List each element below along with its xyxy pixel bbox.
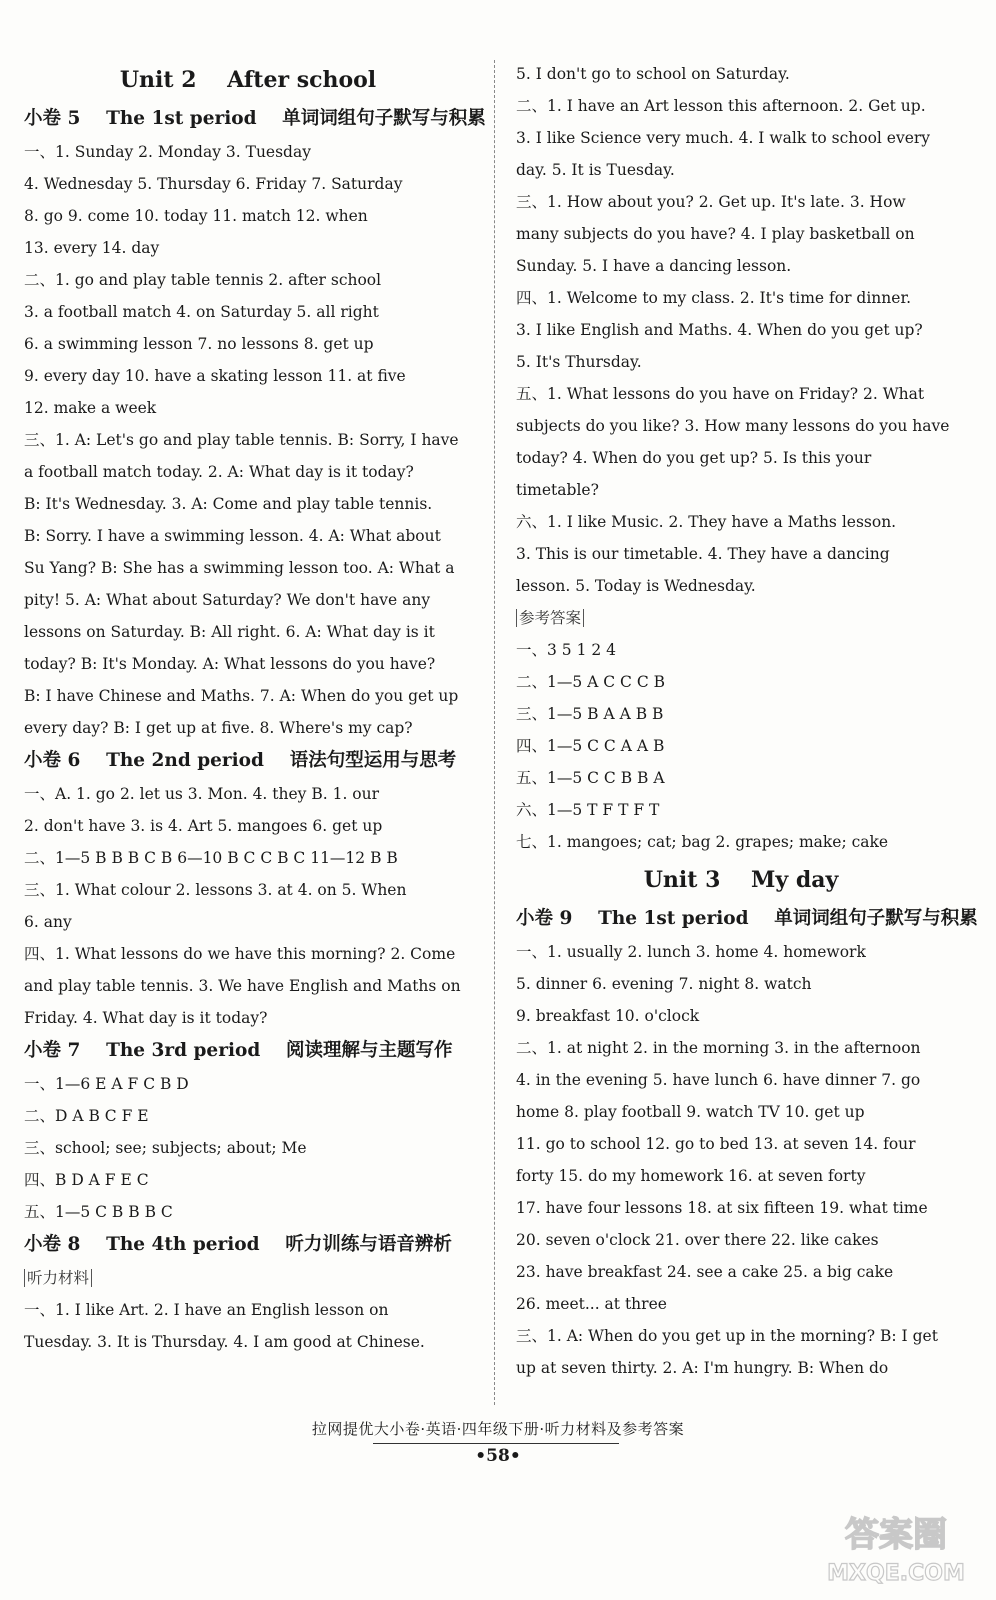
answer-line: 五、1—5 C C B B A <box>516 769 665 787</box>
text-line: 4. in the evening 5. have lunch 6. have dinner 7. go <box>516 1071 921 1089</box>
svg-text:答案圈: 答案圈 <box>845 1515 947 1555</box>
reference-answer-tag: 参考答案 <box>516 602 966 634</box>
text-line: 20. seven o'clock 21. over there 22. like cakes <box>516 1231 879 1249</box>
answer-line: 七、1. mangoes; cat; bag 2. grapes; make; cake <box>516 833 889 851</box>
left-column <box>24 58 486 1358</box>
text-line: every day? B: I get up at five. 8. Where's my cap? <box>24 719 413 737</box>
section-paper-7 <box>24 1034 472 1228</box>
column-divider <box>494 60 495 1405</box>
text-line: 三、school; see; subjects; about; Me <box>24 1139 307 1157</box>
text-line: pity! 5. A: What about Saturday? We don't have any <box>24 591 431 609</box>
text-line: 3. I like English and Maths. 4. When do you get up? <box>516 321 923 339</box>
text-line: 一、1. Sunday 2. Monday 3. Tuesday <box>24 143 311 161</box>
answer-line: 三、1—5 B A A B B <box>516 705 664 723</box>
text-line: 五、1. What lessons do you have on Friday? 2. What <box>516 385 925 403</box>
text-line: 23. have breakfast 24. see a cake 25. a big cake <box>516 1263 894 1281</box>
text-line: forty 15. do my homework 16. at seven forty <box>516 1167 866 1185</box>
watermark-logo <box>816 1508 976 1588</box>
text-line: 8. go 9. come 10. today 11. match 12. when <box>24 207 368 225</box>
text-line: 5. I don't go to school on Saturday. <box>516 65 790 83</box>
text-line: 三、1. How about you? 2. Get up. It's late. 3. How <box>516 193 906 211</box>
section-paper-5 <box>24 102 486 744</box>
text-line: today? B: It's Monday. A: What lessons do you have? <box>24 655 436 673</box>
text-line: 3. This is our timetable. 4. They have a dancing <box>516 545 890 563</box>
text-line: home 8. play football 9. watch TV 10. get up <box>516 1103 865 1121</box>
text-line: 6. a swimming lesson 7. no lessons 8. get up <box>24 335 374 353</box>
text-line: 5. dinner 6. evening 7. night 8. watch <box>516 975 812 993</box>
answer-line: 六、1—5 T F T F T <box>516 801 660 819</box>
text-line: 9. every day 10. have a skating lesson 11. at five <box>24 367 406 385</box>
text-line: timetable? <box>516 481 599 499</box>
text-line: B: I have Chinese and Maths. 7. A: When do you get up <box>24 687 459 705</box>
text-line: 9. breakfast 10. o'clock <box>516 1007 700 1025</box>
text-line: 二、1. I have an Art lesson this afternoon. 2. Get up. <box>516 97 926 115</box>
text-line: Tuesday. 3. It is Thursday. 4. I am good at Chinese. <box>24 1333 425 1351</box>
footer-rule <box>373 1443 619 1444</box>
period-heading: 小卷 5 The 1st period 单词词组句子默写与积累 <box>24 108 486 129</box>
text-line: lesson. 5. Today is Wednesday. <box>516 577 756 595</box>
text-line: 一、A. 1. go 2. let us 3. Mon. 4. they B. 1. our <box>24 785 380 803</box>
text-line: 5. It's Thursday. <box>516 353 642 371</box>
period-heading: 小卷 6 The 2nd period 语法句型运用与思考 <box>24 750 457 771</box>
text-line: 二、1. go and play table tennis 2. after school <box>24 271 382 289</box>
text-line: 4. Wednesday 5. Thursday 6. Friday 7. Saturday <box>24 175 403 193</box>
listening-material-tag: 听力材料 <box>24 1262 472 1294</box>
text-line: many subjects do you have? 4. I play basketball on <box>516 225 915 243</box>
unit-title: Unit 2 After school <box>119 67 377 93</box>
text-line: 17. have four lessons 18. at six fifteen 19. what time <box>516 1199 928 1217</box>
text-line: 26. meet... at three <box>516 1295 667 1313</box>
text-line: 二、1. at night 2. in the morning 3. in the afternoon <box>516 1039 921 1057</box>
page-number: •58• <box>475 1446 521 1466</box>
text-line: 11. go to school 12. go to bed 13. at seven 14. four <box>516 1135 916 1153</box>
right-column <box>516 58 978 1384</box>
text-line: 一、1. I like Art. 2. I have an English lesson on <box>24 1301 389 1319</box>
unit-title: Unit 3 My day <box>643 867 839 893</box>
text-line: 二、D A B C F E <box>24 1107 149 1125</box>
text-line: B: It's Wednesday. 3. A: Come and play table tennis. <box>24 495 433 513</box>
text-line: 四、1. What lessons do we have this morning? 2. Come <box>24 945 456 963</box>
answer-line: 二、1—5 A C C C B <box>516 673 666 691</box>
text-line: 3. a football match 4. on Saturday 5. all right <box>24 303 379 321</box>
section-paper-6 <box>24 744 472 1034</box>
answer-line: 四、1—5 C C A A B <box>516 737 665 755</box>
answer-line: 一、3 5 1 2 4 <box>516 641 617 659</box>
text-line: 四、1. Welcome to my class. 2. It's time for dinner. <box>516 289 912 307</box>
section-paper-8 <box>24 1228 472 1358</box>
text-line: 六、1. I like Music. 2. They have a Maths lesson. <box>516 513 897 531</box>
period-heading: 小卷 9 The 1st period 单词词组句子默写与积累 <box>516 908 978 929</box>
text-line: Friday. 4. What day is it today? <box>24 1009 268 1027</box>
text-line: today? 4. When do you get up? 5. Is this your <box>516 449 872 467</box>
text-line: 一、1. usually 2. lunch 3. home 4. homework <box>516 943 866 961</box>
text-line: Sunday. 5. I have a dancing lesson. <box>516 257 792 275</box>
period-heading: 小卷 8 The 4th period 听力训练与语音辨析 <box>24 1234 452 1255</box>
text-line: day. 5. It is Tuesday. <box>516 161 675 179</box>
svg-text:MXQE.COM: MXQE.COM <box>827 1561 965 1586</box>
text-line: 12. make a week <box>24 399 157 417</box>
text-line: 6. any <box>24 913 72 931</box>
text-line: Su Yang? B: She has a swimming lesson too. A: What a <box>24 559 455 577</box>
text-line: 3. I like Science very much. 4. I walk to school every <box>516 129 931 147</box>
text-line: and play table tennis. 3. We have English and Maths on <box>24 977 461 995</box>
text-line: a football match today. 2. A: What day is it today? <box>24 463 414 481</box>
text-line: subjects do you like? 3. How many lessons do you have <box>516 417 950 435</box>
text-line: 二、1—5 B B B C B 6—10 B C C B C 11—12 B B <box>24 849 398 867</box>
text-line: 五、1—5 C B B B C <box>24 1203 173 1221</box>
text-line: B: Sorry. I have a swimming lesson. 4. A: What about <box>24 527 441 545</box>
text-line: lessons on Saturday. B: All right. 6. A: What day is it <box>24 623 435 641</box>
text-line: 三、1. A: Let's go and play table tennis. B: Sorry, I have <box>24 431 459 449</box>
text-line: 三、1. What colour 2. lessons 3. at 4. on 5. When <box>24 881 407 899</box>
text-line: 一、1—6 E A F C B D <box>24 1075 189 1093</box>
text-line: 四、B D A F E C <box>24 1171 149 1189</box>
text-line: up at seven thirty. 2. A: I'm hungry. B: When do <box>516 1359 889 1377</box>
period-heading: 小卷 7 The 3rd period 阅读理解与主题写作 <box>24 1040 453 1061</box>
text-line: 三、1. A: When do you get up in the morning? B: I get <box>516 1327 938 1345</box>
text-line: 2. don't have 3. is 4. Art 5. mangoes 6. get up <box>24 817 383 835</box>
footer-title: 拉网提优大小卷·英语·四年级下册·听力材料及参考答案 <box>311 1420 685 1438</box>
text-line: 13. every 14. day <box>24 239 160 257</box>
